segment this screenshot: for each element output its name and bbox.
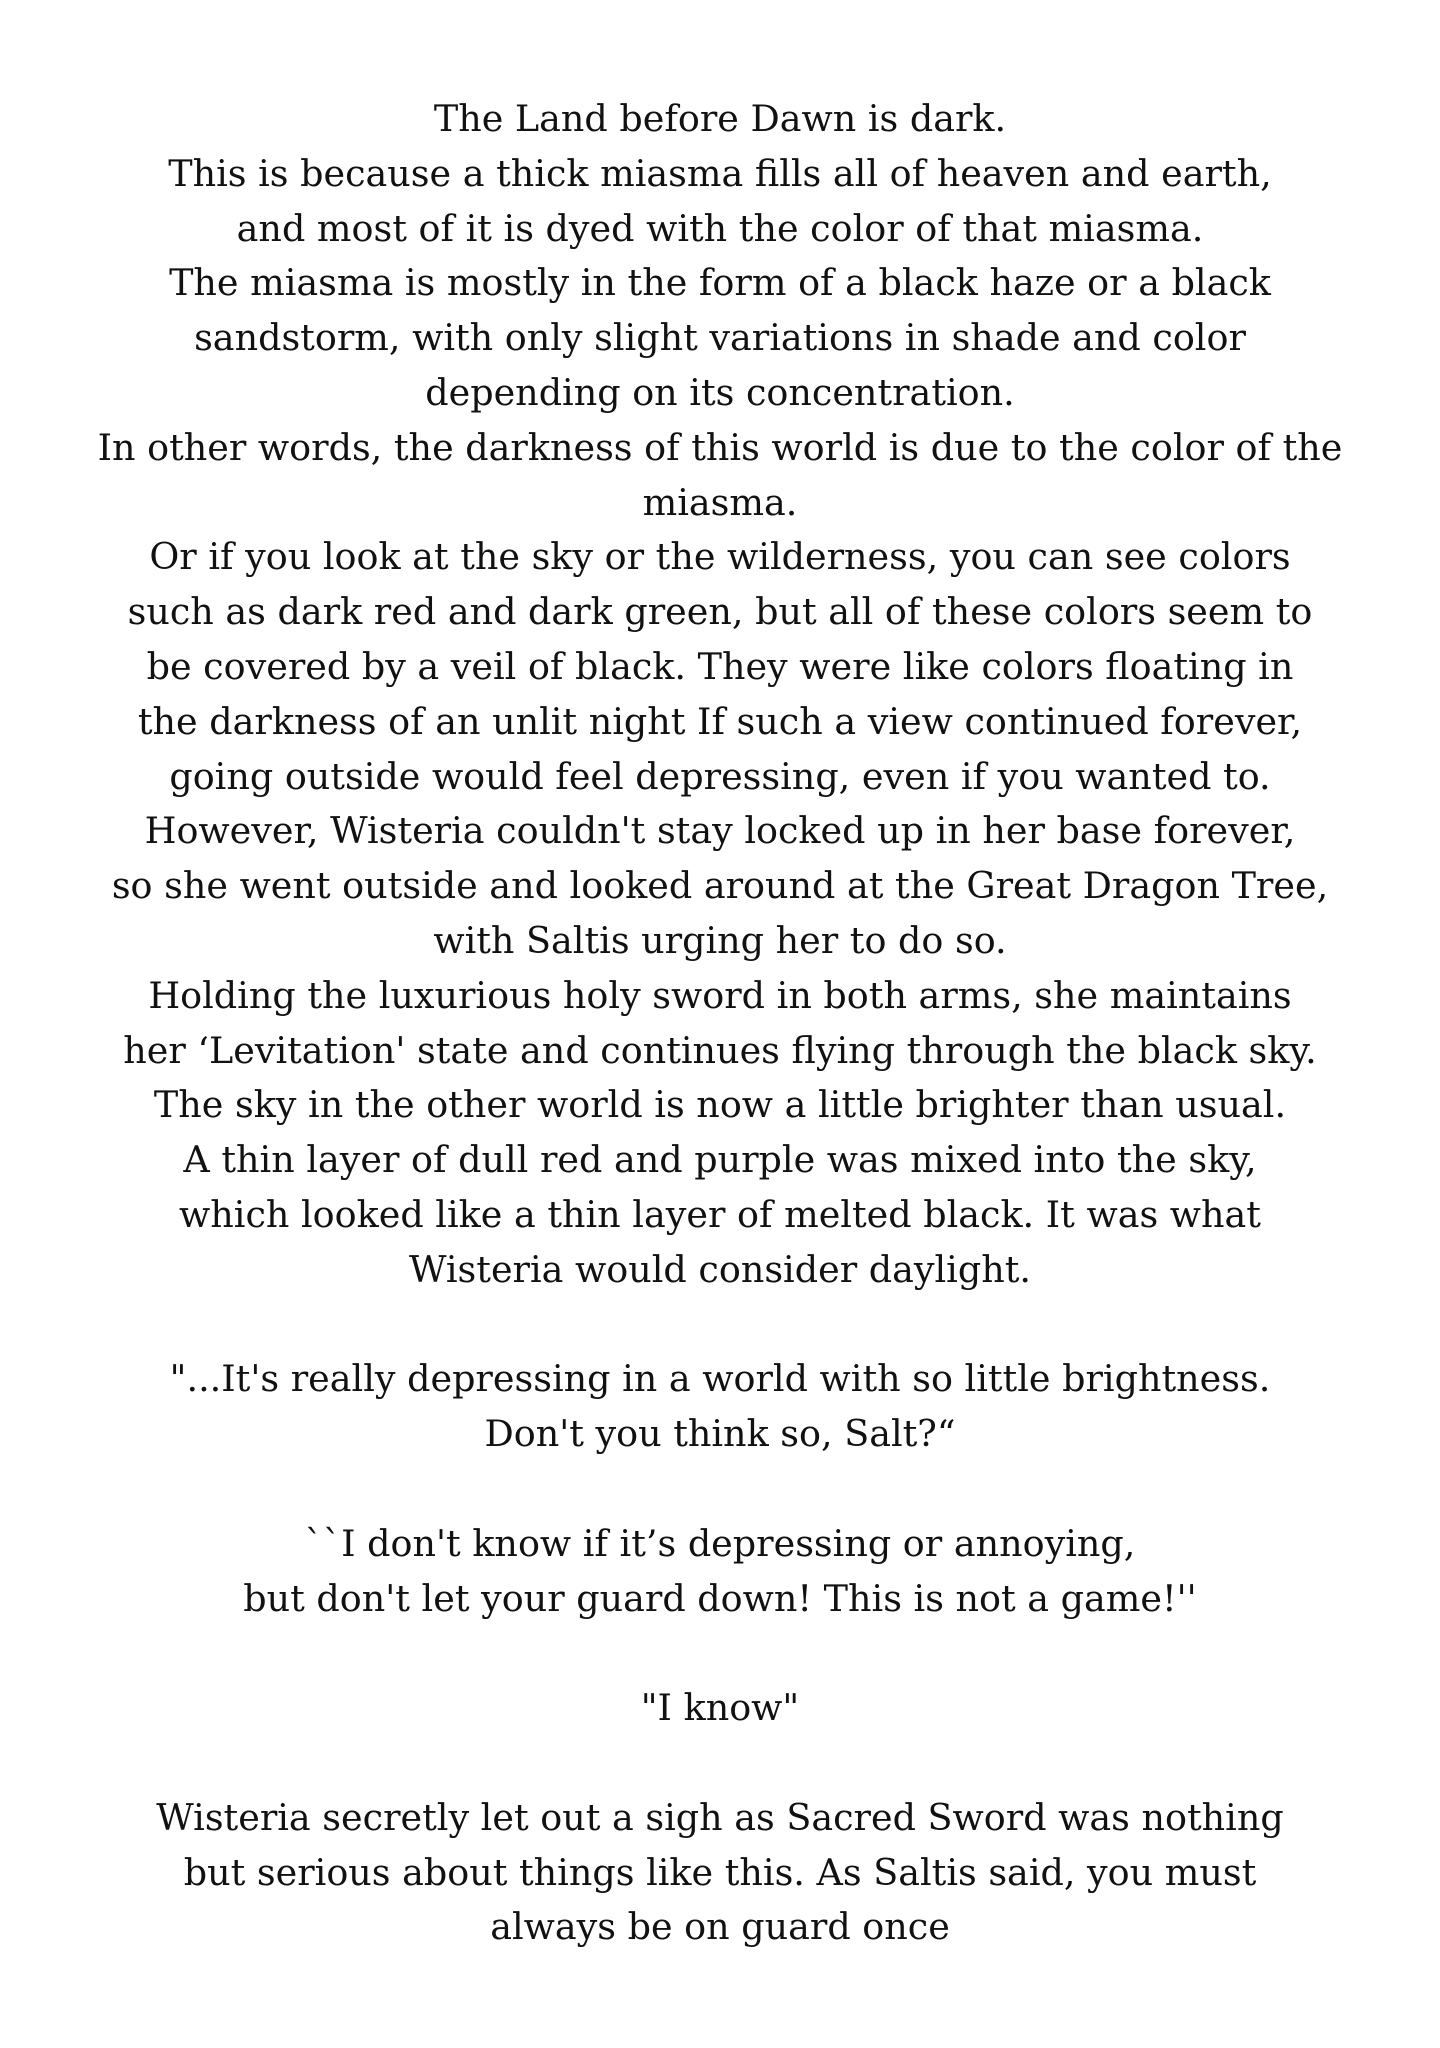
text-line: the darkness of an unlit night If such a view continued forever, bbox=[137, 699, 1303, 743]
text-line: depending on its concentration. bbox=[425, 370, 1015, 414]
text-line: Don't you think so, Salt?“ bbox=[484, 1412, 956, 1456]
dialogue-wisteria-2 bbox=[0, 1681, 1440, 1736]
paragraph-spacer bbox=[0, 1298, 1440, 1353]
dialogue-saltis-1 bbox=[0, 1517, 1440, 1627]
narration-paragraph-2 bbox=[0, 1791, 1440, 1955]
text-line: and most of it is dyed with the color of that miasma. bbox=[236, 206, 1204, 250]
narration-paragraph-1 bbox=[0, 92, 1440, 1298]
text-line: This is because a thick miasma fills all of heaven and earth, bbox=[168, 151, 1272, 195]
text-line: going outside would feel depressing, even if you wanted to. bbox=[169, 754, 1271, 798]
text-line: be covered by a veil of black. They were like colors floating in bbox=[146, 644, 1294, 688]
text-line: The miasma is mostly in the form of a black haze or a black bbox=[169, 261, 1271, 305]
text-line: such as dark red and dark green, but all of these colors seem to bbox=[127, 590, 1313, 634]
paragraph-spacer bbox=[0, 1626, 1440, 1681]
dialogue-wisteria-1 bbox=[0, 1352, 1440, 1462]
text-line: However, Wisteria couldn't stay locked up in her base forever, bbox=[144, 809, 1296, 853]
document-page bbox=[0, 92, 1440, 1955]
text-line: Wisteria would consider daylight. bbox=[409, 1247, 1031, 1291]
text-line: ``I don't know if it’s depressing or annoying, bbox=[304, 1521, 1136, 1565]
text-line: "...It's really depressing in a world with so little brightness. bbox=[169, 1357, 1271, 1401]
text-line: miasma. bbox=[642, 480, 798, 524]
text-line: "I know" bbox=[640, 1686, 800, 1730]
text-line: In other words, the darkness of this world is due to the color of the bbox=[97, 425, 1343, 469]
text-line: but serious about things like this. As Saltis said, you must bbox=[183, 1850, 1257, 1894]
text-line: The Land before Dawn is dark. bbox=[433, 97, 1007, 140]
text-line: The sky in the other world is now a little brighter than usual. bbox=[153, 1083, 1287, 1127]
text-line: which looked like a thin layer of melted black. It was what bbox=[179, 1192, 1261, 1236]
text-line: always be on guard once bbox=[490, 1905, 950, 1949]
text-line: her ‘Levitation' state and continues flying through the black sky. bbox=[123, 1028, 1317, 1072]
text-line: Wisteria secretly let out a sigh as Sacred Sword was nothing bbox=[156, 1795, 1284, 1839]
text-line: with Saltis urging her to do so. bbox=[433, 918, 1007, 962]
text-line: but don't let your guard down! This is not a game!'' bbox=[243, 1576, 1197, 1620]
text-line: A thin layer of dull red and purple was mixed into the sky, bbox=[183, 1138, 1257, 1182]
text-line: sandstorm, with only slight variations in shade and color bbox=[194, 316, 1246, 360]
text-line: Or if you look at the sky or the wilderness, you can see colors bbox=[149, 535, 1291, 579]
paragraph-spacer bbox=[0, 1736, 1440, 1791]
text-line: so she went outside and looked around at the Great Dragon Tree, bbox=[111, 864, 1329, 908]
paragraph-spacer bbox=[0, 1462, 1440, 1517]
text-line: Holding the luxurious holy sword in both arms, she maintains bbox=[148, 973, 1292, 1017]
